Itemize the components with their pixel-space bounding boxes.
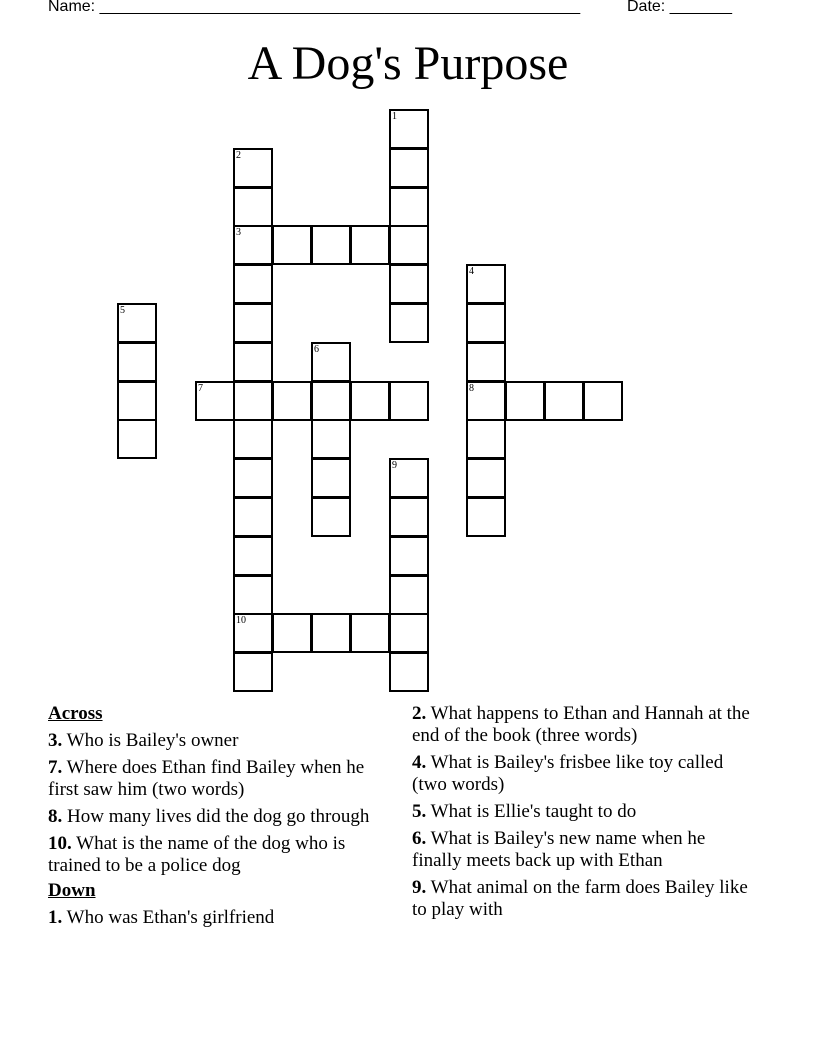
grid-cell[interactable] — [195, 381, 235, 421]
clue-text: What animal on the farm does Bailey like to play with — [412, 877, 748, 920]
grid-cell[interactable] — [272, 381, 312, 421]
grid-cell[interactable] — [311, 419, 351, 459]
grid-cell[interactable] — [466, 497, 506, 537]
puzzle-title: A Dog's Purpose — [247, 37, 569, 90]
grid-cell[interactable] — [311, 613, 351, 653]
clue-down-6 — [412, 828, 757, 872]
name-field-label: Name: ______________________________________________________ — [48, 0, 581, 15]
across-heading: Across — [48, 703, 103, 724]
clue-down-9 — [412, 877, 757, 921]
clue-number: 8. — [48, 806, 63, 827]
grid-cell[interactable] — [233, 303, 273, 343]
grid-cell[interactable] — [389, 536, 429, 576]
clue-down-2 — [412, 703, 757, 747]
clue-across-10 — [48, 833, 393, 877]
clue-number: 2. — [412, 703, 427, 724]
grid-cell[interactable] — [389, 109, 429, 149]
grid-cell[interactable] — [389, 303, 429, 343]
grid-cell[interactable] — [466, 381, 506, 421]
grid-cell[interactable] — [311, 381, 351, 421]
clue-text: Who was Ethan's girlfriend — [66, 907, 275, 928]
clues-right-column — [412, 703, 757, 926]
clue-text: Where does Ethan find Bailey when he first saw him (two words) — [48, 757, 365, 800]
grid-cell[interactable] — [389, 652, 429, 692]
grid-cell[interactable] — [544, 381, 584, 421]
clue-across-3 — [48, 730, 393, 752]
grid-cell[interactable] — [233, 264, 273, 304]
grid-cell[interactable] — [233, 613, 273, 653]
clue-number: 3. — [48, 730, 63, 751]
grid-cell[interactable] — [583, 381, 623, 421]
clue-text: Who is Bailey's owner — [66, 730, 239, 751]
grid-cell[interactable] — [466, 303, 506, 343]
grid-cell[interactable] — [389, 458, 429, 498]
grid-cell[interactable] — [311, 497, 351, 537]
grid-cell[interactable] — [389, 225, 429, 265]
grid-cell[interactable] — [233, 458, 273, 498]
grid-cell[interactable] — [272, 613, 312, 653]
grid-cell[interactable] — [233, 342, 273, 382]
grid-cell[interactable] — [117, 303, 157, 343]
clue-text: What is Bailey's frisbee like toy called (two words) — [412, 752, 724, 795]
clue-text: What is the name of the dog who is trained to be a police dog — [48, 833, 346, 876]
grid-cell[interactable] — [233, 497, 273, 537]
grid-cell[interactable] — [389, 187, 429, 227]
grid-cell[interactable] — [311, 225, 351, 265]
grid-cell[interactable] — [389, 613, 429, 653]
clue-number: 10. — [48, 833, 72, 854]
clue-number: 1. — [48, 907, 63, 928]
clue-number-label: 9 — [392, 460, 397, 471]
clue-number: 5. — [412, 801, 427, 822]
clue-text: What happens to Ethan and Hannah at the end of the book (three words) — [412, 703, 750, 746]
clue-across-7 — [48, 757, 393, 801]
grid-cell[interactable] — [233, 575, 273, 615]
grid-cell[interactable] — [311, 342, 351, 382]
grid-cell[interactable] — [117, 381, 157, 421]
grid-cell[interactable] — [466, 458, 506, 498]
grid-cell[interactable] — [272, 225, 312, 265]
clue-number-label: 2 — [236, 150, 241, 161]
grid-cell[interactable] — [311, 458, 351, 498]
grid-cell[interactable] — [389, 264, 429, 304]
clue-text: How many lives did the dog go through — [67, 806, 370, 827]
grid-cell[interactable] — [233, 225, 273, 265]
clue-text: What is Ellie's taught to do — [430, 801, 637, 822]
clue-number: 9. — [412, 877, 427, 898]
clues-left-column — [48, 703, 393, 934]
grid-cell[interactable] — [233, 652, 273, 692]
grid-cell[interactable] — [466, 264, 506, 304]
clue-number-label: 10 — [236, 615, 246, 626]
grid-cell[interactable] — [350, 225, 390, 265]
clue-number-label: 5 — [120, 305, 125, 316]
grid-cell[interactable] — [389, 497, 429, 537]
grid-cell[interactable] — [466, 419, 506, 459]
date-field-label: Date: _______ — [627, 0, 732, 15]
clue-down-4 — [412, 752, 757, 796]
clue-number: 4. — [412, 752, 427, 773]
grid-cell[interactable] — [117, 419, 157, 459]
grid-cell[interactable] — [389, 381, 429, 421]
clue-number: 7. — [48, 757, 63, 778]
clue-number-label: 7 — [198, 383, 203, 394]
grid-cell[interactable] — [389, 575, 429, 615]
grid-cell[interactable] — [505, 381, 545, 421]
grid-cell[interactable] — [389, 148, 429, 188]
clue-number-label: 3 — [236, 227, 241, 238]
grid-cell[interactable] — [233, 381, 273, 421]
clue-number: 6. — [412, 828, 427, 849]
grid-cell[interactable] — [350, 381, 390, 421]
clue-number-label: 4 — [469, 266, 474, 277]
grid-cell[interactable] — [233, 148, 273, 188]
down-heading: Down — [48, 880, 96, 901]
grid-cell[interactable] — [466, 342, 506, 382]
clue-down-1 — [48, 907, 393, 929]
grid-cell[interactable] — [233, 419, 273, 459]
grid-cell[interactable] — [350, 613, 390, 653]
clue-across-8 — [48, 806, 393, 828]
clue-down-5 — [412, 801, 757, 823]
clue-number-label: 6 — [314, 344, 319, 355]
grid-cell[interactable] — [233, 187, 273, 227]
grid-cell[interactable] — [233, 536, 273, 576]
clue-number-label: 8 — [469, 383, 474, 394]
clue-text: What is Bailey's new name when he finally meets back up with Ethan — [412, 828, 706, 871]
grid-cell[interactable] — [117, 342, 157, 382]
clue-number-label: 1 — [392, 111, 397, 122]
